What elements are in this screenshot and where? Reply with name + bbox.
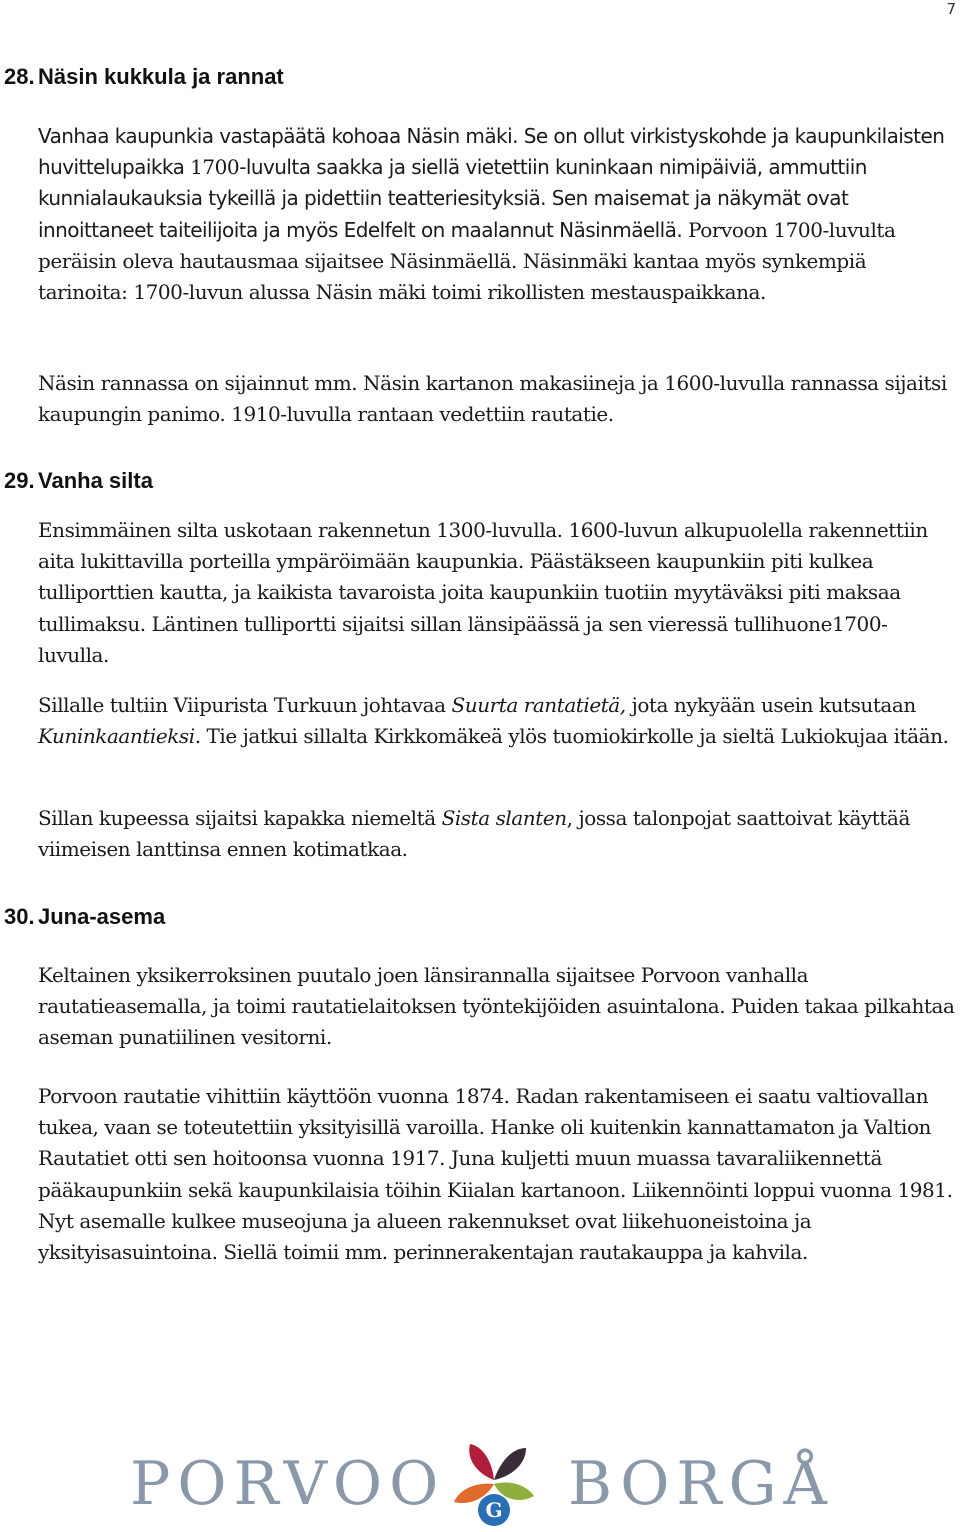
section-29-paragraph-2 [38,690,958,752]
section-number: 29. [4,468,35,493]
section-title: Näsin kukkula ja rannat [38,64,284,89]
section-30-paragraph-1: Keltainen yksikerroksinen puutalo joen länsirannalla sijaitsee Porvoon vanhalla rautatieasemalla, ja toimi rautatielaitoksen työntekijöiden asuintalona. Puiden takaa pilkahtaa aseman punatiilinen vesitorni. [38,963,955,1050]
emblem-letter: G [485,1498,503,1522]
text-run: jota nykyään usein kutsutaan [625,693,916,717]
text-run: Sillalle tultiin Viipurista Turkuun johtavaa [38,693,452,717]
text-run: . Tie jatkui sillalta Kirkkomäkeä ylös tuomiokirkolle ja sieltä Lukiokujaa itään. [194,724,949,749]
logo-word-porvoo: PORVOO [130,1449,446,1519]
section-heading-29 [4,468,153,494]
text-run: Vanhaa kaupunkia vastapäätä kohoaa Näsin mäki. Se on ollut virkistyskohde ja kaupunkilaisten huvittelupaikka [38,124,945,180]
text-run: -luvulta saakka ja siellä vietettiin kuninkaan nimipäiviä, ammuttiin kunnialaukauksia tykeillä ja pidettiin teatteriesityksiä. Sen maisemat ja näkymät ovat innoittaneet taiteilijoita ja myös Edelfelt on maalannut Näsinmäellä. [38,155,867,242]
section-28-paragraph-1 [38,121,958,308]
section-number: 30. [4,904,35,929]
logo-word-borga: BORGÅ [568,1449,834,1519]
section-28-paragraph-2: Näsin rannassa on sijainnut mm. Näsin kartanon makasiineja ja 1600-luvulla rannassa sijaitsi kaupungin panimo. 1910-luvulla rantaan vedettiin rautatie. [38,371,947,427]
italic-text: Suurta rantatietä, [451,693,626,717]
section-title: Juna-asema [38,904,166,929]
text-run: 1700 [190,155,240,180]
page-number: 7 [946,0,956,18]
text-run: Sillan kupeessa sijaitsi kapakka niemeltä [38,806,442,830]
section-heading-28 [4,64,284,90]
italic-text: Kuninkaantieksi [38,724,195,749]
section-29-paragraph-3 [38,803,958,865]
section-number: 28. [4,64,35,89]
text-run: Porvoon 1700-luvulta peräisin oleva hautausmaa sijaitsee Näsinmäellä. Näsinmäki kantaa myös synkempiä tarinoita: 1700-luvun alussa Näsin mäki toimi rikollisten mestauspaikkana. [38,217,896,305]
section-29-paragraph-1: Ensimmäinen silta uskotaan rakennetun 1300-luvulla. 1600-luvun alkupuolella rakennettiin aita lukittavilla porteilla ympäröimään kaupunkia. Päästäkseen kaupunkiin piti kulkea tulliporttien kautta, ja kaikista tavaroista joita kaupunkiin tuotiin myytäväksi piti maksaa tullimaksu. Läntinen tulliportti sijaitsi sillan länsipäässä ja sen vieressä tullihuone1700-luvulla. [38,518,928,667]
city-emblem-icon [448,1434,540,1530]
porvoo-borga-logo [130,1430,834,1530]
text-run: , jossa talonpojat saattoivat käyttää viimeisen lanttinsa ennen kotimatkaa. [38,806,910,862]
italic-text: Sista slanten [441,806,567,830]
section-title: Vanha silta [38,468,153,493]
section-30-paragraph-2: Porvoon rautatie vihittiin käyttöön vuonna 1874. Radan rakentamiseen ei saatu valtiovallan tukea, vaan se toteutettiin yksityisillä varoilla. Hanke oli kuitenkin kannattamaton ja Valtion Rautatiet otti sen hoitoonsa vuonna 1917. Juna kuljetti muun muassa tavaraliikennettä pääkaupunkiin sekä kaupunkilaisia töihin Kiialan kartanoon. Liikennöinti loppui vuonna 1981. Nyt asemalle kulkee museojuna ja alueen rakennukset ovat liikehuoneistoina ja yksityisasuintoina. Siellä toimii mm. perinnerakentajan rautakauppa ja kahvila. [38,1084,953,1265]
section-heading-30 [4,904,165,930]
